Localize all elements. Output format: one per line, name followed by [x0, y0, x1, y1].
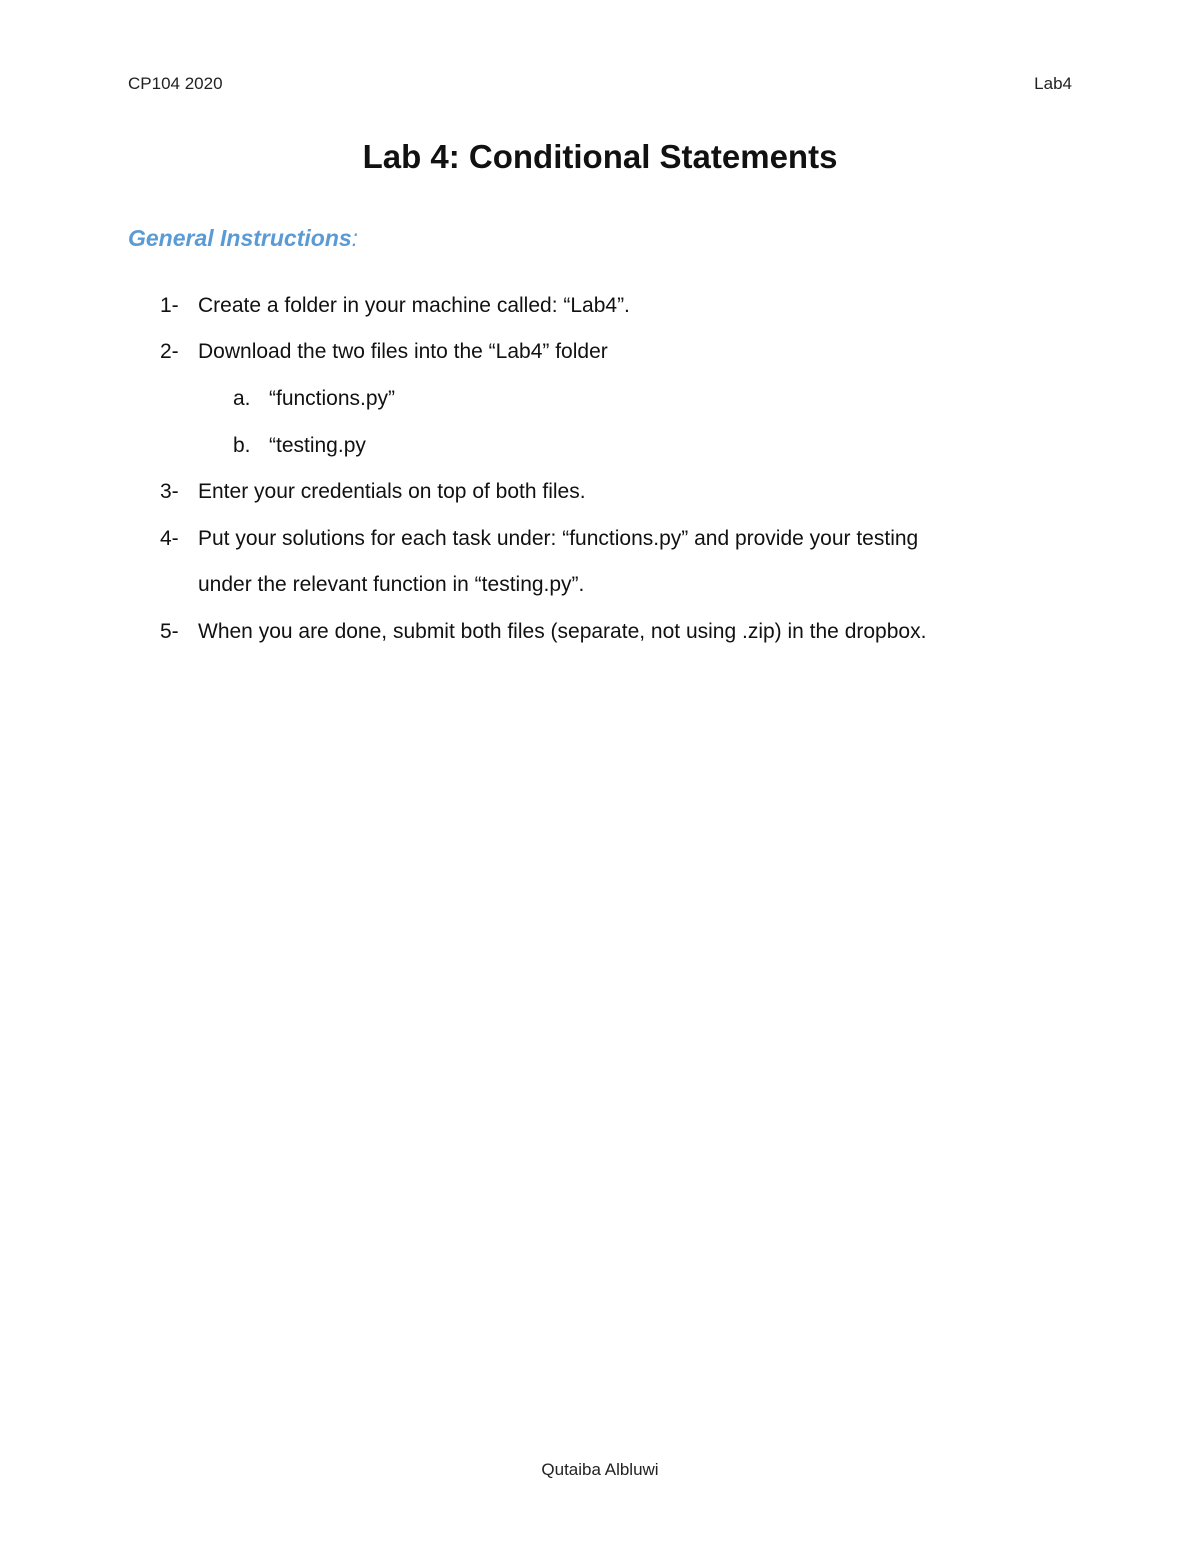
list-item-text: Put your solutions for each task under: “functions.py” and provide your testing — [198, 527, 919, 550]
list-item-number: 1- — [160, 294, 179, 317]
section-heading-colon: : — [351, 225, 359, 251]
list-item-text: Create a folder in your machine called: “Lab4”. — [198, 294, 630, 317]
list-item — [160, 526, 918, 552]
page-title: Lab 4: Conditional Statements — [362, 138, 838, 175]
footer-author: Qutaiba Albluwi — [541, 1460, 659, 1479]
sub-list-item — [233, 433, 366, 459]
list-item-continuation: under the relevant function in “testing.py”. — [198, 573, 585, 596]
list-item — [160, 339, 608, 365]
list-item-number: 3- — [160, 480, 179, 503]
list-item — [160, 293, 630, 319]
section-heading-text: General Instructions — [128, 225, 352, 251]
header-course: CP104 2020 — [128, 74, 223, 93]
list-item-number: 2- — [160, 340, 179, 363]
list-item-number: 4- — [160, 527, 179, 550]
section-heading — [128, 225, 358, 252]
sub-list-item-text: “testing.py — [269, 434, 366, 457]
list-item-text: Download the two files into the “Lab4” folder — [198, 340, 608, 363]
header-lab: Lab4 — [1034, 74, 1072, 93]
sub-list-item — [233, 386, 395, 412]
list-item-text: Enter your credentials on top of both files. — [198, 480, 586, 503]
sub-list-item-letter: b. — [233, 434, 251, 457]
list-item-number: 5- — [160, 620, 179, 643]
sub-list-item-text: “functions.py” — [269, 387, 396, 410]
list-item-text: When you are done, submit both files (separate, not using .zip) in the dropbox. — [198, 620, 927, 643]
list-item — [160, 479, 586, 505]
sub-list-item-letter: a. — [233, 387, 251, 410]
list-item — [160, 619, 926, 645]
